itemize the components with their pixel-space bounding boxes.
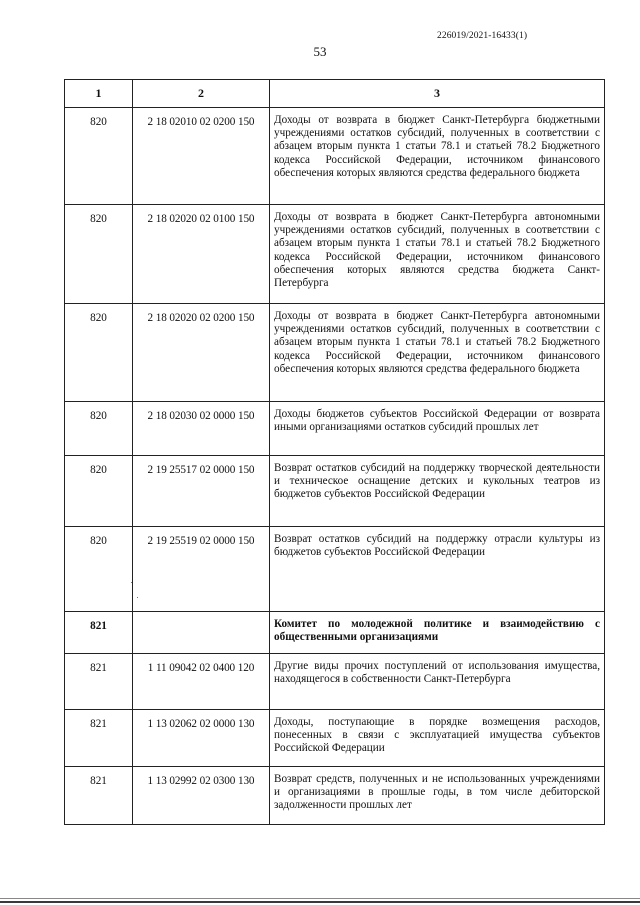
description-cell: Доходы от возврата в бюджет Санкт-Петербурга автономными учреждениями остатков субсидий, полученных в соответствии с абзацем вторым пункта 1 статьи 78.1 и статьей 78.2 Бюджетного кодекса Российской Федерации, источником финансового обеспечения которых являются средства бюджета Санкт-Петербурга <box>270 205 605 304</box>
admin-code-cell: 821 <box>65 767 133 825</box>
committee-name-cell: Комитет по молодежной политике и взаимодействию с общественными организациями <box>270 612 605 654</box>
scan-speck <box>137 597 138 598</box>
table-row <box>65 456 605 527</box>
admin-code-cell: 820 <box>65 402 133 456</box>
table-row <box>65 527 605 612</box>
budget-code-cell: 1 13 02062 02 0000 130 <box>133 710 270 767</box>
admin-code-cell: 820 <box>65 108 133 205</box>
description-cell: Возврат остатков субсидий на поддержку отрасли культуры из бюджетов субъектов Российской Федерации <box>270 527 605 612</box>
budget-code-cell: 2 18 02030 02 0000 150 <box>133 402 270 456</box>
budget-code-cell: 2 18 02010 02 0200 150 <box>133 108 270 205</box>
admin-code-cell: 821 <box>65 612 133 654</box>
budget-code-cell <box>133 612 270 654</box>
table-row <box>65 654 605 710</box>
budget-code-cell: 2 18 02020 02 0200 150 <box>133 304 270 402</box>
description-cell: Доходы, поступающие в порядке возмещения расходов, понесенных в связи с эксплуатацией имущества субъектов Российской Федерации <box>270 710 605 767</box>
document-registration-number: 226019/2021-16433(1) <box>437 31 528 41</box>
description-cell: Доходы бюджетов субъектов Российской Федерации от возврата иными организациями остатков субсидий прошлых лет <box>270 402 605 456</box>
scan-edge-line <box>0 898 640 899</box>
description-cell: Возврат остатков субсидий на поддержку творческой деятельности и техническое оснащение детских и кукольных театров из бюджетов субъектов Российской Федерации <box>270 456 605 527</box>
budget-code-cell: 2 19 25517 02 0000 150 <box>133 456 270 527</box>
table-row <box>65 402 605 456</box>
scan-edge-line <box>0 901 640 903</box>
table-header-row <box>65 80 605 108</box>
budget-code-cell: 2 19 25519 02 0000 150 <box>133 527 270 612</box>
admin-code-cell: 820 <box>65 527 133 612</box>
description-cell: Доходы от возврата в бюджет Санкт-Петербурга автономными учреждениями остатков субсидий, полученных в соответствии с абзацем вторым пункта 1 статьи 78.1 и статьей 78.2 Бюджетного кодекса Российской Федерации, источником финансового обеспечения которых являются средства федерального бюджета <box>270 304 605 402</box>
scan-speck <box>131 582 132 583</box>
admin-code-cell: 820 <box>65 304 133 402</box>
budget-code-cell: 2 18 02020 02 0100 150 <box>133 205 270 304</box>
table-row <box>65 108 605 205</box>
description-cell: Доходы от возврата в бюджет Санкт-Петербурга бюджетными учреждениями остатков субсидий, полученных в соответствии с абзацем вторым пункта 1 статьи 78.1 и статьей 78.2 Бюджетного кодекса Российской Федерации, источником финансового обеспечения которых являются средства федерального бюджета <box>270 108 605 205</box>
description-cell: Другие виды прочих поступлений от использования имущества, находящегося в собственности Санкт-Петербурга <box>270 654 605 710</box>
column-header-2: 2 <box>133 80 270 108</box>
revenue-codes-table <box>64 79 605 825</box>
column-header-3: 3 <box>270 80 605 108</box>
description-cell: Возврат средств, полученных и не использованных учреждениями и организациями в прошлые годы, в том числе дебиторской задолженности прошлых лет <box>270 767 605 825</box>
budget-code-cell: 1 13 02992 02 0300 130 <box>133 767 270 825</box>
page-number: 53 <box>313 44 327 59</box>
budget-code-cell: 1 11 09042 02 0400 120 <box>133 654 270 710</box>
table-row <box>65 205 605 304</box>
table-row-section-heading <box>65 612 605 654</box>
admin-code-cell: 820 <box>65 456 133 527</box>
admin-code-cell: 821 <box>65 654 133 710</box>
admin-code-cell: 820 <box>65 205 133 304</box>
table-row <box>65 304 605 402</box>
admin-code-cell: 821 <box>65 710 133 767</box>
column-header-1: 1 <box>65 80 133 108</box>
table-row <box>65 710 605 767</box>
table-row <box>65 767 605 825</box>
